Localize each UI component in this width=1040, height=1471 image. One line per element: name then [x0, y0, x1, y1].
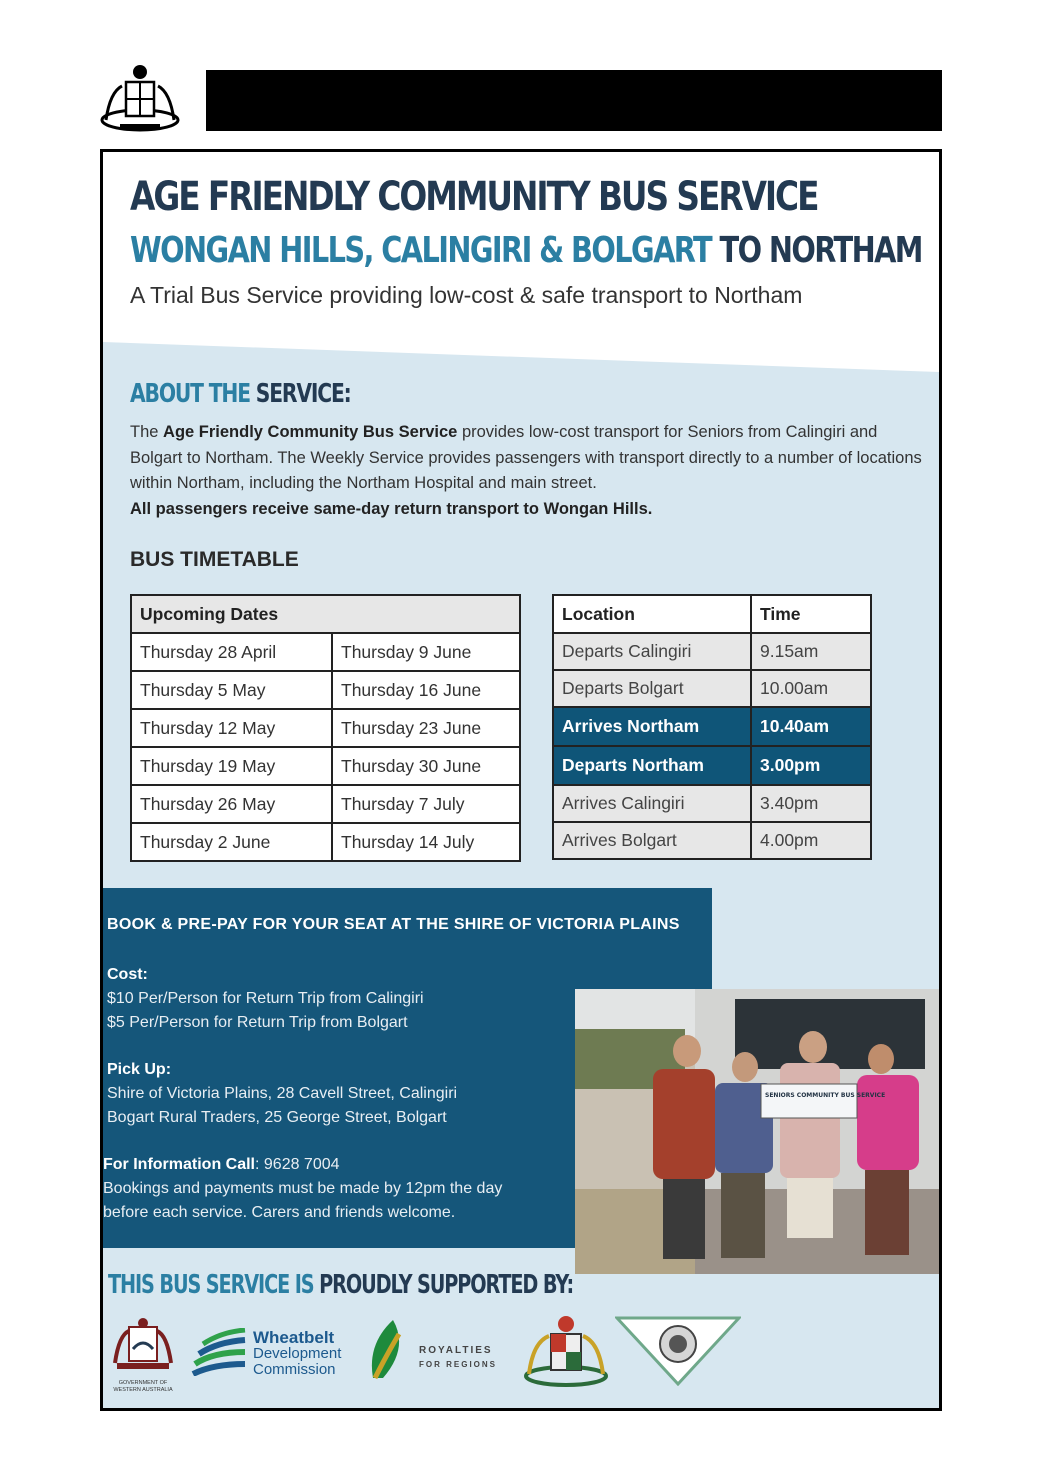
- poster-frame: [100, 149, 942, 1411]
- table-row: Arrives Bolgart 4.00pm: [553, 822, 871, 859]
- redacted-header-bar: [206, 70, 942, 131]
- table-row: Thursday 12 May Thursday 23 June: [131, 709, 520, 747]
- royalties-logo-text: ROYALTIES FOR REGIONS: [419, 1345, 498, 1369]
- table-row: Departs Calingiri 9.15am: [553, 633, 871, 670]
- wheatbelt-logo-text: Wheatbelt Development Commission: [253, 1328, 342, 1378]
- support-heading: THIS BUS SERVICE IS PROUDLY SUPPORTED BY:: [108, 1270, 574, 1300]
- wheatbelt-wave-icon: [191, 1328, 249, 1376]
- poster-title: AGE FRIENDLY COMMUNITY BUS SERVICE: [130, 174, 818, 220]
- dates-header: Upcoming Dates: [131, 595, 520, 633]
- pickup-line: Bogart Rural Traders, 25 George Street, Bolgart: [107, 1109, 447, 1126]
- royalties-leaf-icon: [363, 1314, 413, 1384]
- upcoming-dates-table: [130, 594, 521, 862]
- svg-text:SENIORS COMMUNITY BUS SERVICE: SENIORS COMMUNITY BUS SERVICE: [765, 1092, 886, 1099]
- cost-line: $10 Per/Person for Return Trip from Calingiri: [107, 990, 424, 1007]
- note-line: Bookings and payments must be made by 12pm the day: [103, 1180, 503, 1197]
- booking-heading: BOOK & PRE-PAY FOR YOUR SEAT AT THE SHIRE OF VICTORIA PLAINS: [107, 916, 680, 933]
- about-paragraph: The Age Friendly Community Bus Service provides low-cost transport for Seniors from Calingiri and Bolgart to Northam. The Weekly Service provides passengers with transport directly to a number of locations within Northam, including the Northam Hospital and main street. All passengers receive same-day return transport to Wongan Hills.: [130, 423, 922, 518]
- table-row: Departs Bolgart 10.00am: [553, 670, 871, 707]
- poster-subtitle: WONGAN HILLS, CALINGIRI & BOLGART TO NORTHAM: [130, 230, 922, 271]
- time-header: Time: [751, 595, 871, 633]
- table-row-highlight: Arrives Northam 10.40am: [553, 707, 871, 746]
- note-line: before each service. Carers and friends welcome.: [103, 1204, 456, 1221]
- table-row: Thursday 19 May Thursday 30 June: [131, 747, 520, 785]
- about-heading: ABOUT THE SERVICE:: [130, 379, 351, 409]
- cost-label: Cost:: [107, 966, 148, 983]
- passengers-photo: [575, 989, 939, 1274]
- table-row: Thursday 5 May Thursday 16 June: [131, 671, 520, 709]
- gov-label: GOVERNMENT OF WESTERN AUSTRALIA: [113, 1379, 173, 1393]
- table-row: Thursday 26 May Thursday 7 July: [131, 785, 520, 823]
- triangle-emblem-icon: [615, 1314, 741, 1386]
- cost-line: $5 Per/Person for Return Trip from Bolgart: [107, 1014, 408, 1031]
- table-row: Arrives Calingiri 3.40pm: [553, 785, 871, 822]
- location-header: Location: [553, 595, 751, 633]
- shire-crest-logo: [100, 62, 180, 136]
- pickup-label: Pick Up:: [107, 1061, 172, 1078]
- table-row: Thursday 28 April Thursday 9 June: [131, 633, 520, 671]
- table-row: Thursday 2 June Thursday 14 July: [131, 823, 520, 861]
- wa-government-crest-icon: [111, 1317, 175, 1373]
- pickup-line: Shire of Victoria Plains, 28 Cavell Street, Calingiri: [107, 1085, 458, 1102]
- table-row-highlight: Departs Northam 3.00pm: [553, 746, 871, 785]
- info-line: For Information Call: 9628 7004: [103, 1156, 340, 1173]
- times-table: [552, 594, 872, 860]
- timetable-heading: BUS TIMETABLE: [130, 548, 299, 571]
- poster-tagline: A Trial Bus Service providing low-cost & safe transport to Northam: [130, 282, 803, 308]
- shire-crest-color-icon: [523, 1312, 609, 1388]
